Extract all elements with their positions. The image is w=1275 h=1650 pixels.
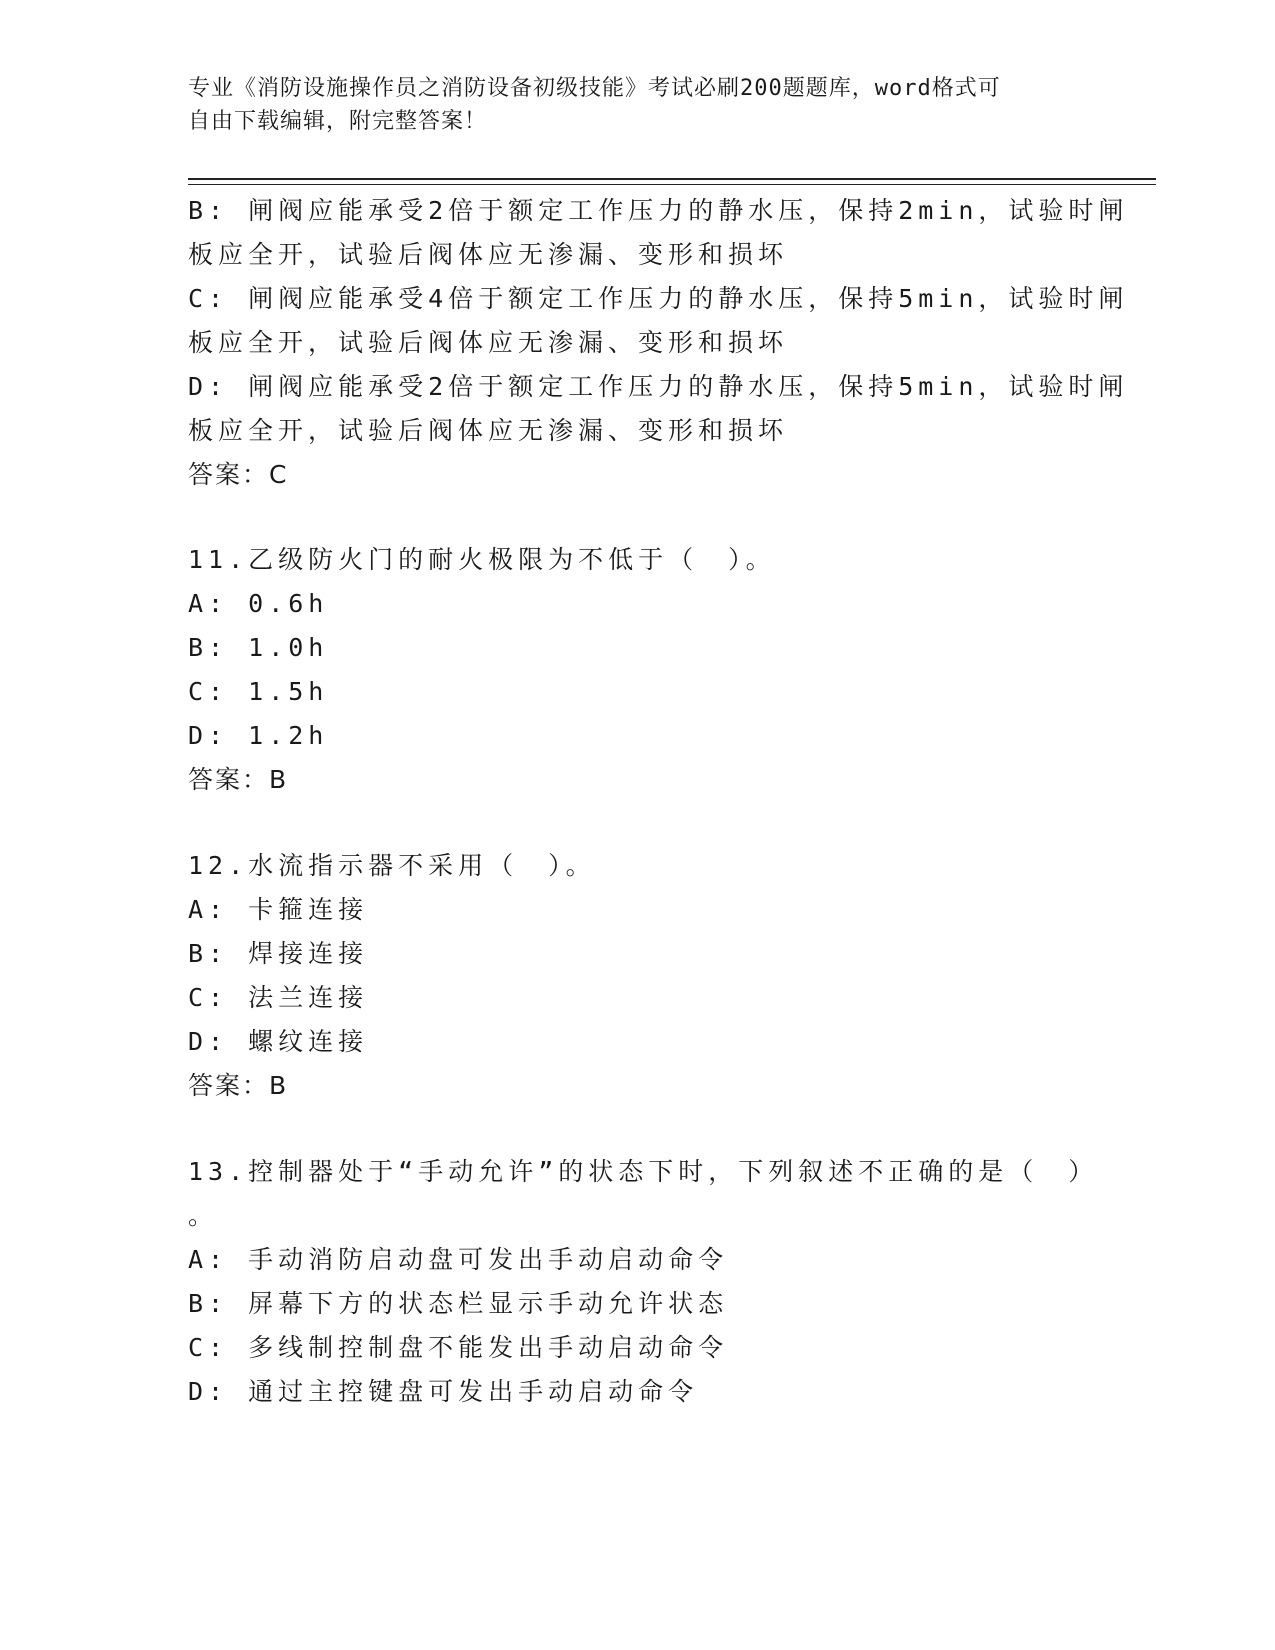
q11-option-a: A: 0.6h xyxy=(188,589,329,618)
q11-answer: 答案：B xyxy=(188,765,289,794)
q13-stem-line-1: 13.控制器处于“手动允许”的状态下时，下列叙述不正确的是（ ） xyxy=(188,1157,1099,1186)
q12-option-a: A: 卡箍连接 xyxy=(188,895,369,924)
header-line-2: 自由下载编辑，附完整答案！ xyxy=(188,109,488,134)
q12-option-c: C: 法兰连接 xyxy=(188,983,369,1012)
header-line-1: 专业《消防设施操作员之消防设备初级技能》考试必刷200题题库，word格式可 xyxy=(188,76,1001,101)
q11-option-c: C: 1.5h xyxy=(188,677,329,706)
q10-option-b-line-1: B: 闸阀应能承受2倍于额定工作压力的静水压，保持2min，试验时闸 xyxy=(188,196,1129,225)
q10-option-d-line-1: D: 闸阀应能承受2倍于额定工作压力的静水压，保持5min，试验时闸 xyxy=(188,372,1129,401)
q13-stem-line-2: 。 xyxy=(188,1201,219,1230)
q10-answer: 答案：C xyxy=(188,460,289,489)
q13-option-b: B: 屏幕下方的状态栏显示手动允许状态 xyxy=(188,1289,729,1318)
q10-option-c-line-1: C: 闸阀应能承受4倍于额定工作压力的静水压，保持5min，试验时闸 xyxy=(188,284,1129,313)
q11-stem: 11.乙级防火门的耐火极限为不低于（ ）。 xyxy=(188,545,776,574)
header-divider-thick xyxy=(188,178,1156,180)
q12-option-b: B: 焊接连接 xyxy=(188,939,369,968)
q10-option-c-line-2: 板应全开，试验后阀体应无渗漏、变形和损坏 xyxy=(188,328,789,357)
q13-option-d: D: 通过主控键盘可发出手动启动命令 xyxy=(188,1377,699,1406)
header-divider-thin xyxy=(188,184,1156,185)
q11-option-d: D: 1.2h xyxy=(188,721,329,750)
q11-option-b: B: 1.0h xyxy=(188,633,329,662)
document-header xyxy=(188,72,1068,138)
q13-option-a: A: 手动消防启动盘可发出手动启动命令 xyxy=(188,1245,729,1274)
q10-option-d-line-2: 板应全开，试验后阀体应无渗漏、变形和损坏 xyxy=(188,416,789,445)
q13-option-c: C: 多线制控制盘不能发出手动启动命令 xyxy=(188,1333,729,1362)
q12-stem: 12.水流指示器不采用（ ）。 xyxy=(188,851,596,880)
q12-option-d: D: 螺纹连接 xyxy=(188,1027,369,1056)
q10-option-b-line-2: 板应全开，试验后阀体应无渗漏、变形和损坏 xyxy=(188,240,789,269)
q12-answer: 答案：B xyxy=(188,1071,289,1100)
